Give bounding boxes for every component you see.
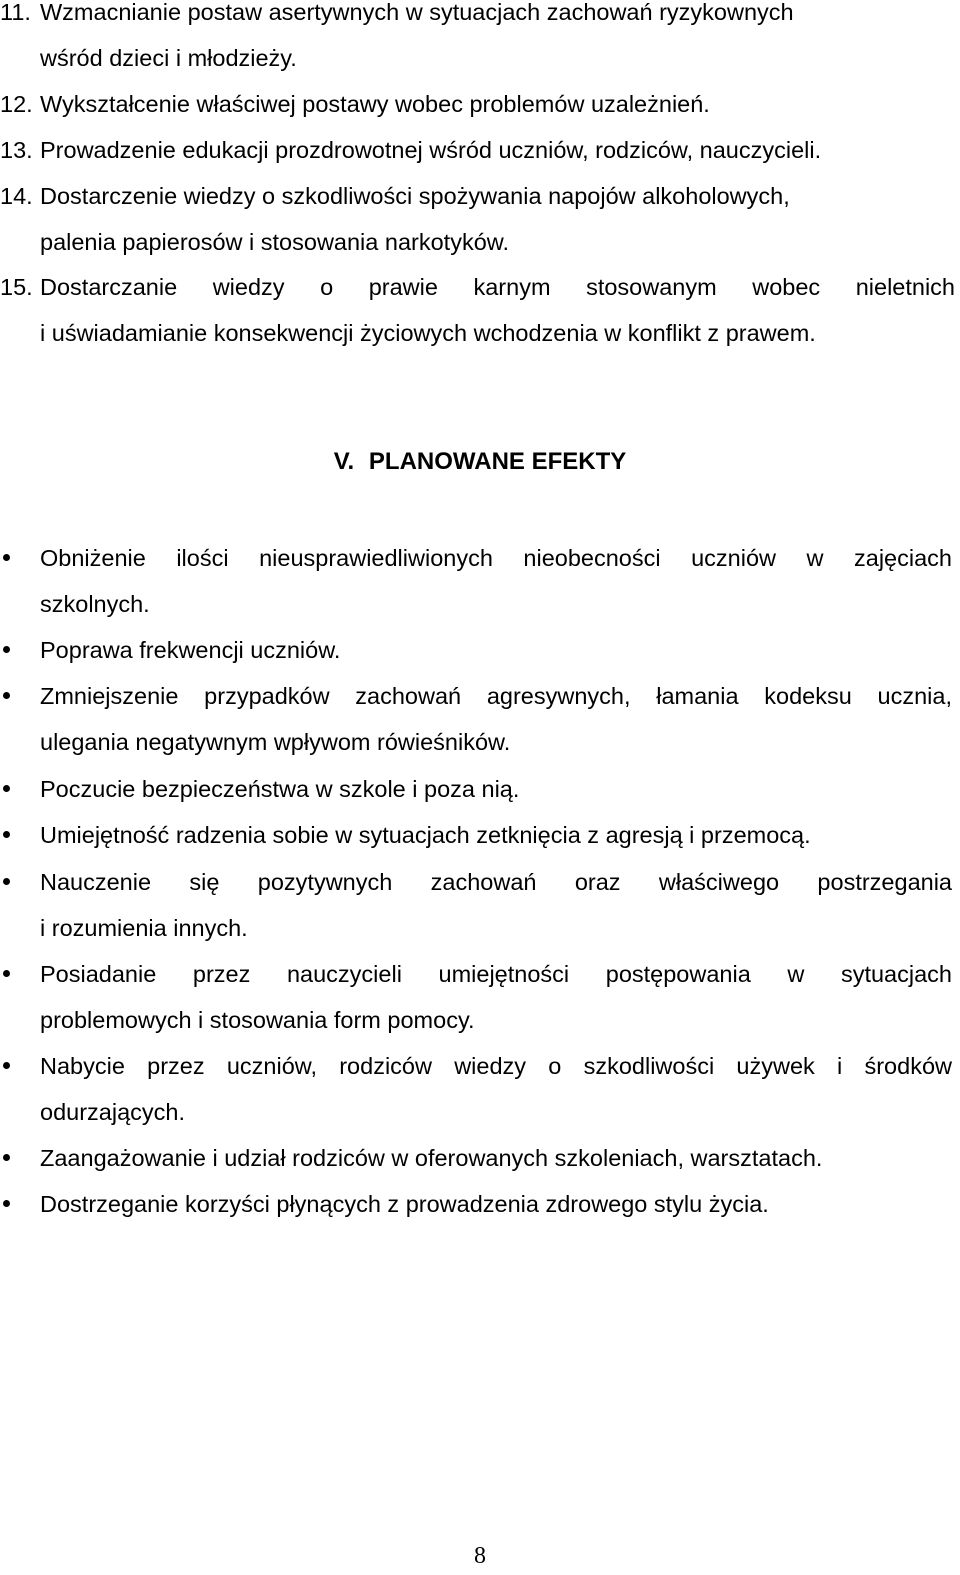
item-number: 15. bbox=[0, 274, 33, 300]
item-text: Dostarczenie wiedzy o szkodliwości spożywania napojów alkoholowych, bbox=[40, 183, 790, 209]
list-item-15 bbox=[0, 275, 955, 367]
bullet-text: Obniżenie ilości nieusprawiedliwionych nieobecności uczniów w zajęciach bbox=[40, 545, 952, 571]
bullet-text: Posiadanie przez nauczycieli umiejętności postępowania w sytuacjach bbox=[40, 961, 952, 987]
bullet-text-continued: szkolnych. bbox=[40, 591, 150, 617]
bullet-item bbox=[0, 777, 952, 823]
bullet-item bbox=[0, 546, 952, 638]
item-number: 12. bbox=[0, 91, 33, 117]
bullet-item bbox=[0, 962, 952, 1054]
bullet-item bbox=[0, 823, 952, 869]
bullet-text: Nauczenie się pozytywnych zachowań oraz właściwego postrzegania bbox=[40, 869, 952, 895]
bullet-icon bbox=[3, 785, 10, 792]
item-number: 14. bbox=[0, 183, 33, 209]
list-item-12 bbox=[0, 92, 955, 138]
bullet-text-continued: ulegania negatywnym wpływom rówieśników. bbox=[40, 729, 511, 755]
bullet-text: Umiejętność radzenia sobie w sytuacjach zetknięcia z agresją i przemocą. bbox=[40, 822, 811, 848]
page-number: 8 bbox=[474, 1543, 486, 1569]
bullet-item bbox=[0, 638, 952, 684]
item-text-continued: i uświadamianie konsekwencji życiowych wchodzenia w konflikt z prawem. bbox=[40, 320, 816, 346]
bullet-icon bbox=[3, 970, 10, 977]
item-text: Wykształcenie właściwej postawy wobec problemów uzależnień. bbox=[40, 91, 710, 117]
bullet-item bbox=[0, 684, 952, 776]
bullet-text: Nabycie przez uczniów, rodziców wiedzy o szkodliwości używek i środków bbox=[40, 1053, 952, 1079]
list-item-11 bbox=[0, 0, 955, 92]
bullet-icon bbox=[3, 692, 10, 699]
bullet-text: Zaangażowanie i udział rodziców w oferowanych szkoleniach, warsztatach. bbox=[40, 1145, 823, 1171]
list-item-14 bbox=[0, 184, 955, 276]
item-text: Dostarczanie wiedzy o prawie karnym stosowanym wobec nieletnich bbox=[40, 274, 955, 300]
section-number: V. bbox=[333, 448, 355, 475]
bullet-icon bbox=[3, 1154, 10, 1161]
bullet-text-continued: i rozumienia innych. bbox=[40, 915, 248, 941]
bullet-icon bbox=[3, 1200, 10, 1207]
bullet-icon bbox=[3, 878, 10, 885]
item-text: Prowadzenie edukacji prozdrowotnej wśród uczniów, rodziców, nauczycieli. bbox=[40, 137, 822, 163]
section-title: PLANOWANE EFEKTY bbox=[368, 448, 627, 475]
bullet-text: Dostrzeganie korzyści płynących z prowadzenia zdrowego stylu życia. bbox=[40, 1191, 769, 1217]
bullet-item bbox=[0, 1192, 952, 1238]
list-item-13 bbox=[0, 138, 955, 184]
bullet-item bbox=[0, 870, 952, 962]
item-number: 11. bbox=[0, 0, 31, 25]
bullet-icon bbox=[3, 831, 10, 838]
bullet-item bbox=[0, 1054, 952, 1146]
bullet-text-continued: problemowych i stosowania form pomocy. bbox=[40, 1007, 475, 1033]
bullet-icon bbox=[3, 646, 10, 653]
bullet-icon bbox=[3, 554, 10, 561]
item-text-continued: wśród dzieci i młodzieży. bbox=[40, 45, 297, 71]
bullet-text-continued: odurzających. bbox=[40, 1099, 185, 1125]
item-text-continued: palenia papierosów i stosowania narkotyków. bbox=[40, 229, 509, 255]
bullet-icon bbox=[3, 1062, 10, 1069]
bullet-item bbox=[0, 1146, 952, 1192]
bullet-text: Zmniejszenie przypadków zachowań agresywnych, łamania kodeksu ucznia, bbox=[40, 683, 952, 709]
bullet-text: Poczucie bezpieczeństwa w szkole i poza nią. bbox=[40, 776, 520, 802]
section-heading bbox=[0, 449, 960, 475]
bullet-text: Poprawa frekwencji uczniów. bbox=[40, 637, 341, 663]
item-number: 13. bbox=[0, 137, 33, 163]
item-text: Wzmacnianie postaw asertywnych w sytuacjach zachowań ryzykownych bbox=[40, 0, 794, 25]
